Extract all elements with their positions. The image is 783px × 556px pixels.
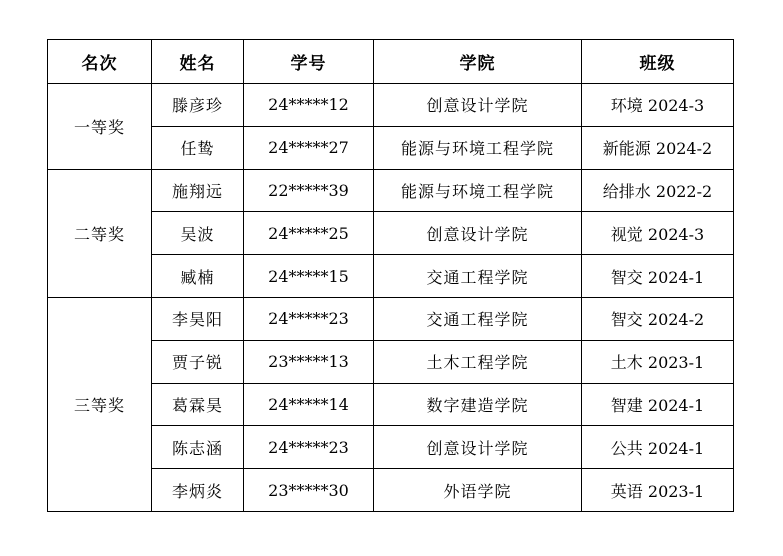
class-cell: 新能源 2024-2	[582, 126, 734, 169]
header-student-id: 学号	[244, 40, 374, 84]
student-id-cell: 24*****15	[244, 255, 374, 298]
college-cell: 能源与环境工程学院	[374, 169, 582, 212]
class-cell: 土木 2023-1	[582, 340, 734, 383]
student-id-cell: 22*****39	[244, 169, 374, 212]
class-cell: 给排水 2022-2	[582, 169, 734, 212]
college-cell: 创意设计学院	[374, 212, 582, 255]
name-cell: 陈志涵	[152, 426, 244, 469]
header-rank: 名次	[48, 40, 152, 84]
name-cell: 葛霖昊	[152, 383, 244, 426]
class-cell: 英语 2023-1	[582, 469, 734, 512]
class-cell: 公共 2024-1	[582, 426, 734, 469]
student-id-cell: 24*****23	[244, 297, 374, 340]
name-cell: 贾子锐	[152, 340, 244, 383]
table-row	[48, 297, 734, 340]
class-cell: 智交 2024-2	[582, 297, 734, 340]
header-class: 班级	[582, 40, 734, 84]
class-cell: 智建 2024-1	[582, 383, 734, 426]
college-cell: 数字建造学院	[374, 383, 582, 426]
class-cell: 智交 2024-1	[582, 255, 734, 298]
rank-cell-third-prize: 三等奖	[48, 297, 152, 511]
student-id-cell: 24*****12	[244, 84, 374, 127]
name-cell: 施翔远	[152, 169, 244, 212]
header-name: 姓名	[152, 40, 244, 84]
name-cell: 滕彦珍	[152, 84, 244, 127]
class-cell: 环境 2024-3	[582, 84, 734, 127]
rank-cell-second-prize: 二等奖	[48, 169, 152, 297]
table-row	[48, 84, 734, 127]
student-id-cell: 23*****13	[244, 340, 374, 383]
student-id-cell: 24*****23	[244, 426, 374, 469]
rank-cell-first-prize: 一等奖	[48, 84, 152, 170]
name-cell: 吴波	[152, 212, 244, 255]
name-cell: 李昊阳	[152, 297, 244, 340]
awards-table	[47, 39, 734, 512]
college-cell: 交通工程学院	[374, 297, 582, 340]
student-id-cell: 23*****30	[244, 469, 374, 512]
name-cell: 臧楠	[152, 255, 244, 298]
header-row	[48, 40, 734, 84]
table-row	[48, 169, 734, 212]
header-college: 学院	[374, 40, 582, 84]
college-cell: 创意设计学院	[374, 426, 582, 469]
college-cell: 土木工程学院	[374, 340, 582, 383]
name-cell: 李炳炎	[152, 469, 244, 512]
college-cell: 能源与环境工程学院	[374, 126, 582, 169]
name-cell: 任鸷	[152, 126, 244, 169]
college-cell: 交通工程学院	[374, 255, 582, 298]
college-cell: 创意设计学院	[374, 84, 582, 127]
class-cell: 视觉 2024-3	[582, 212, 734, 255]
student-id-cell: 24*****25	[244, 212, 374, 255]
student-id-cell: 24*****27	[244, 126, 374, 169]
student-id-cell: 24*****14	[244, 383, 374, 426]
college-cell: 外语学院	[374, 469, 582, 512]
